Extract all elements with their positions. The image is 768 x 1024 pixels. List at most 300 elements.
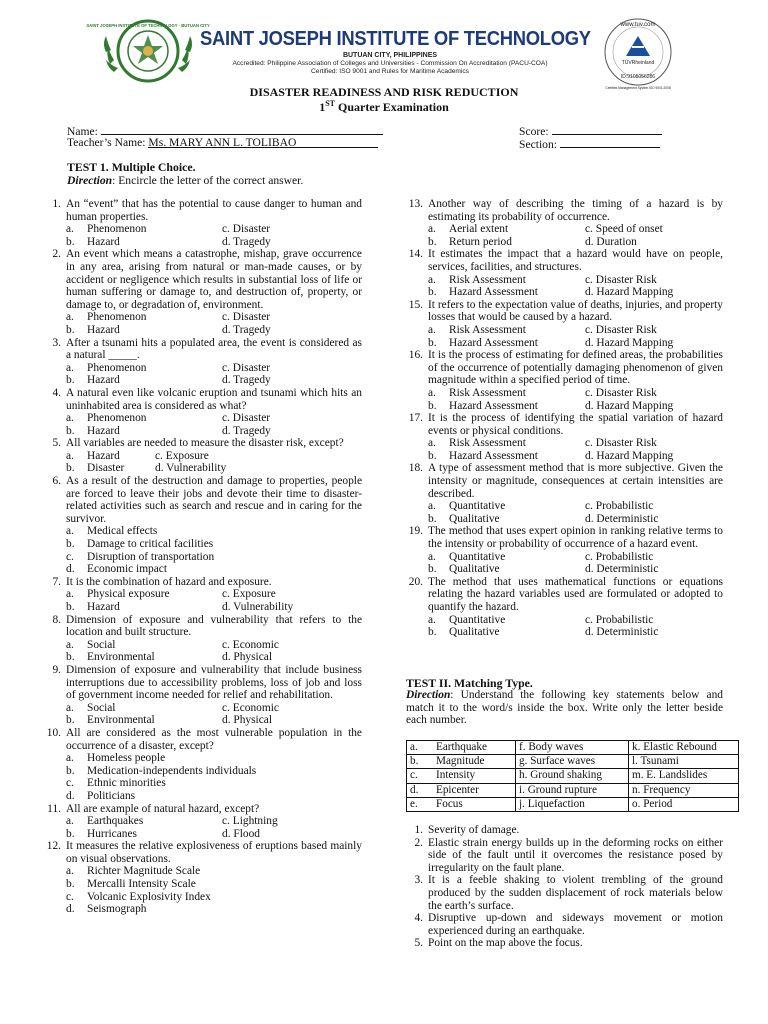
option-choice[interactable]: Disruption of transportation xyxy=(87,550,215,563)
option-row xyxy=(66,462,362,475)
matching-letter: a. xyxy=(410,741,418,754)
option-letter[interactable]: b. xyxy=(428,399,437,412)
matching-cell: n. Frequency xyxy=(629,783,739,797)
option-choice[interactable]: d. Deterministic xyxy=(585,626,659,639)
option-choice[interactable]: d. Flood xyxy=(222,827,260,840)
option-row xyxy=(66,903,362,916)
option-letter[interactable]: b. xyxy=(66,538,75,551)
answer-options xyxy=(66,412,362,437)
question-number: 14. xyxy=(408,248,423,261)
option-choice[interactable]: Volcanic Explosivity Index xyxy=(87,890,211,903)
school-location: BUTUAN CITY, PHILIPPINES xyxy=(342,52,438,59)
option-choice[interactable]: d. Hazard Mapping xyxy=(585,286,674,299)
tuv-certification-logo xyxy=(598,16,678,92)
option-letter[interactable]: d. xyxy=(66,563,75,576)
certification-line: Certified: ISO 9001 and Rules for Maritime Academics xyxy=(311,68,469,75)
option-row xyxy=(66,865,362,878)
option-letter[interactable]: b. xyxy=(66,235,75,248)
option-choice[interactable]: Hazard Assessment xyxy=(449,449,538,462)
option-choice[interactable]: Quantitative xyxy=(449,613,506,626)
option-choice[interactable]: c. Disaster Risk xyxy=(585,437,657,450)
school-seal-logo xyxy=(86,16,210,86)
option-row xyxy=(66,563,362,576)
questions-left-column xyxy=(41,198,362,916)
matching-cell: k. Elastic Rebound xyxy=(629,741,739,755)
option-choice[interactable]: Qualitative xyxy=(449,626,500,639)
name-label: Name: xyxy=(67,125,98,138)
option-choice[interactable]: d. Tragedy xyxy=(222,323,271,336)
option-row xyxy=(66,374,362,387)
option-choice[interactable]: d. Vulnerability xyxy=(222,601,294,613)
test2-direction-label: Direction xyxy=(406,689,451,701)
option-letter[interactable]: a. xyxy=(428,437,436,450)
matching-cell: f. Body waves xyxy=(516,741,629,755)
option-choice[interactable]: d. Vulnerability xyxy=(155,462,227,475)
option-row xyxy=(428,450,723,463)
option-row xyxy=(428,614,723,627)
option-row xyxy=(66,815,362,828)
teacher-label: Teacher’s Name: xyxy=(67,136,146,149)
option-row xyxy=(66,324,362,337)
option-choice[interactable]: c. Exposure xyxy=(155,449,209,462)
matching-cell: j. Liquefaction xyxy=(516,797,629,811)
option-choice[interactable]: Physical exposure xyxy=(87,588,170,601)
question-text: It measures the relative explosiveness of eruptions based mainly on visual observations. xyxy=(66,840,362,865)
answer-options xyxy=(428,614,723,639)
option-letter[interactable]: b. xyxy=(66,714,75,727)
matching-cell xyxy=(407,783,516,797)
question-item xyxy=(41,727,362,803)
option-choice[interactable]: c. Disaster xyxy=(222,412,271,425)
question-text: All variables are needed to measure the disaster risk, except? xyxy=(66,437,344,450)
matching-statement xyxy=(403,824,723,837)
test1-direction-text: : Encircle the letter of the correct answer. xyxy=(112,174,304,187)
option-letter[interactable]: b. xyxy=(66,374,75,387)
option-letter[interactable]: a. xyxy=(428,550,436,563)
question-text: After a tsunami hits a populated area, the event is considered as a natural _____. xyxy=(66,336,362,362)
question-text: All are considered as the most vulnerable population in the occurrence of a disaster, except? xyxy=(66,726,362,752)
option-letter[interactable]: b. xyxy=(66,827,75,840)
test1-direction xyxy=(67,174,303,187)
name-field[interactable] xyxy=(101,123,383,135)
question-number: 19. xyxy=(408,525,423,538)
school-header xyxy=(86,14,686,90)
option-letter[interactable]: c. xyxy=(66,777,74,790)
option-choice[interactable]: c. Probabilistic xyxy=(585,613,654,626)
option-choice[interactable]: Hazard xyxy=(87,424,120,437)
option-letter[interactable]: b. xyxy=(428,449,437,462)
option-choice[interactable]: d. Tragedy xyxy=(222,424,271,437)
option-row xyxy=(66,525,362,538)
tuv-id: ID:9105056286 xyxy=(620,74,656,80)
option-choice[interactable]: Hazard xyxy=(87,449,120,462)
question-text: Another way of describing the timing of a hazard is by estimating its probability of occurrence. xyxy=(428,198,723,223)
questions-right-column xyxy=(403,198,723,639)
tuv-url: www.tuv.com xyxy=(620,22,656,28)
option-choice[interactable]: Politicians xyxy=(87,789,136,802)
option-row xyxy=(428,236,723,249)
option-choice[interactable]: Hazard xyxy=(87,323,120,336)
option-choice[interactable]: Hazard xyxy=(87,601,120,613)
matching-statement xyxy=(403,837,723,875)
question-item xyxy=(41,198,362,248)
exam-subject: DISASTER READINESS AND RISK REDUCTION xyxy=(249,85,519,99)
matching-row xyxy=(407,797,739,811)
test2-direction-text: : Understand the following key statements below and match it to the word/s inside the box. Write only the letter beside each number. xyxy=(406,689,723,727)
answer-options xyxy=(428,324,723,349)
option-choice[interactable]: c. Exposure xyxy=(222,588,276,601)
option-choice[interactable]: Hurricanes xyxy=(87,827,137,840)
quarter-label: Quarter Examination xyxy=(335,100,449,114)
question-item xyxy=(403,525,723,575)
option-letter[interactable]: a. xyxy=(428,223,436,236)
question-number: 15. xyxy=(408,298,423,311)
option-row xyxy=(66,601,362,614)
option-choice[interactable]: d. Hazard Mapping xyxy=(585,399,674,412)
option-letter[interactable]: b. xyxy=(66,462,75,475)
option-row xyxy=(66,891,362,904)
option-choice[interactable]: Medical effects xyxy=(87,525,158,538)
answer-options xyxy=(428,274,723,299)
option-letter[interactable]: d. xyxy=(66,903,75,916)
option-row xyxy=(66,362,362,375)
test2-direction xyxy=(406,689,723,727)
option-choice[interactable]: Hazard xyxy=(87,374,120,387)
answer-options xyxy=(66,815,362,840)
option-row xyxy=(428,563,723,576)
option-choice[interactable]: c. Disaster xyxy=(222,361,271,374)
option-choice[interactable]: Risk Assessment xyxy=(449,273,526,286)
matching-cell: m. E. Landslides xyxy=(629,769,739,783)
option-row xyxy=(66,878,362,891)
matching-letter: b. xyxy=(410,755,419,768)
option-choice[interactable]: Damage to critical facilities xyxy=(87,538,214,551)
option-choice[interactable]: d. Tragedy xyxy=(222,235,271,248)
seal-text: SAINT JOSEPH INSTITUTE OF TECHNOLOGY · BUTUAN CITY xyxy=(86,23,210,28)
option-row xyxy=(66,639,362,652)
option-row xyxy=(66,425,362,438)
matching-cell: h. Ground shaking xyxy=(516,769,629,783)
option-choice[interactable]: Risk Assessment xyxy=(449,386,526,399)
option-row xyxy=(428,337,723,350)
question-number: 6. xyxy=(52,475,61,488)
option-choice[interactable]: Environmental xyxy=(87,651,155,664)
question-number: 18. xyxy=(408,462,423,475)
question-text: A natural even like volcanic eruption and tsunami which hits an uninhabited area is considered as what? xyxy=(66,386,362,412)
option-choice[interactable]: c. Lightning xyxy=(222,815,278,828)
option-letter[interactable]: a. xyxy=(66,223,74,236)
option-letter[interactable]: a. xyxy=(66,638,74,651)
option-choice[interactable]: Richter Magnitude Scale xyxy=(87,865,201,878)
question-text: All are example of natural hazard, except? xyxy=(66,802,260,815)
option-row xyxy=(428,387,723,400)
answer-options xyxy=(66,362,362,387)
option-choice[interactable]: d. Physical xyxy=(222,714,272,727)
option-row xyxy=(66,450,362,463)
matching-cell: i. Ground rupture xyxy=(516,783,629,797)
option-choice[interactable]: Seismograph xyxy=(87,903,147,916)
option-letter[interactable]: a. xyxy=(66,588,74,601)
option-choice[interactable]: d. Physical xyxy=(222,651,272,664)
matching-statement xyxy=(403,937,723,950)
question-item xyxy=(41,614,362,664)
option-choice[interactable]: d. Deterministic xyxy=(585,563,659,576)
option-choice[interactable]: c. Probabilistic xyxy=(585,500,654,513)
option-choice[interactable]: c. Disaster xyxy=(222,223,271,236)
option-choice[interactable]: Phenomenon xyxy=(87,361,147,374)
question-text: It estimates the impact that a hazard would have on people, services, facilities, and structures. xyxy=(428,248,723,273)
question-text: Dimension of exposure and vulnerability that include business interruptions due to accessibility problems, loss of job and loss of government income needed for relief and rehabilitation. xyxy=(66,663,362,702)
option-choice[interactable]: Social xyxy=(87,638,116,651)
option-letter[interactable]: a. xyxy=(66,412,74,425)
option-choice[interactable]: Environmental xyxy=(87,714,155,727)
option-letter[interactable]: b. xyxy=(428,563,437,576)
option-choice[interactable]: Ethnic minorities xyxy=(87,777,166,790)
question-item xyxy=(403,349,723,412)
option-letter[interactable]: b. xyxy=(66,424,75,437)
option-choice[interactable]: c. Speed of onset xyxy=(585,223,663,236)
matching-row xyxy=(407,755,739,769)
answer-options xyxy=(66,865,362,915)
option-letter[interactable]: b. xyxy=(428,626,437,639)
matching-letter: e. xyxy=(410,797,418,810)
matching-term: Focus xyxy=(436,797,463,810)
question-item xyxy=(403,462,723,525)
option-letter[interactable]: b. xyxy=(66,764,75,777)
question-text: An “event” that has the potential to cause danger to human and human properties. xyxy=(66,198,362,223)
tuv-caption: Certified Management System ISO 9001:2008 xyxy=(605,86,671,90)
matching-statement xyxy=(403,874,723,912)
option-row xyxy=(66,412,362,425)
matching-cell: o. Period xyxy=(629,797,739,811)
option-letter[interactable]: a. xyxy=(66,701,74,714)
option-row xyxy=(428,626,723,639)
option-choice[interactable]: Hazard Assessment xyxy=(449,286,538,299)
question-number: 17. xyxy=(408,412,423,425)
teacher-name: Ms. MARY ANN L. TOLIBAO xyxy=(148,136,378,148)
option-row xyxy=(428,513,723,526)
statement-number: 2. xyxy=(414,836,423,849)
option-choice[interactable]: Earthquakes xyxy=(87,815,144,828)
option-letter[interactable]: a. xyxy=(66,361,74,374)
matching-cell: l. Tsunami xyxy=(629,755,739,769)
option-choice[interactable]: Quantitative xyxy=(449,550,506,563)
matching-statements xyxy=(403,824,723,950)
question-item xyxy=(403,198,723,248)
question-number: 1. xyxy=(52,198,61,210)
question-number: 7. xyxy=(52,575,61,588)
matching-cell: g. Surface waves xyxy=(516,755,629,769)
question-text: It refers to the expectation value of deaths, injuries, and property losses that would be caused by a hazard. xyxy=(428,298,723,324)
question-number: 2. xyxy=(52,248,61,261)
option-choice[interactable]: Social xyxy=(87,701,116,714)
question-text: An event which means a catastrophe, mishap, grave occurrence in any area, arising from natural or man-made causes, or by accident or negligence which results in substantial loss of life or human suffering or damage to, and destruction of, property, or damage to, or degradation of, environment. xyxy=(66,248,362,311)
option-letter[interactable]: b. xyxy=(428,336,437,349)
question-number: 10. xyxy=(46,726,61,739)
option-letter[interactable]: a. xyxy=(428,500,436,513)
answer-options xyxy=(66,639,362,664)
question-item xyxy=(403,248,723,298)
option-letter[interactable]: a. xyxy=(428,323,436,336)
question-item xyxy=(41,664,362,727)
option-choice[interactable]: d. Deterministic xyxy=(585,512,659,525)
option-choice[interactable]: Hazard Assessment xyxy=(449,336,538,349)
section-field[interactable] xyxy=(560,136,660,148)
option-row xyxy=(66,790,362,803)
option-letter[interactable]: a. xyxy=(66,311,74,324)
question-text: As a result of the destruction and damage to properties, people are forced to leave their jobs and devote their time to disaster-related activities such as search and rescue and in caring for the survivor. xyxy=(66,475,362,525)
question-text: The method that uses mathematical functions or equations relating the hazard variables used are formulated or adopted to quantify the hazard. xyxy=(428,575,723,613)
question-item xyxy=(41,337,362,387)
option-row xyxy=(428,286,723,299)
option-choice[interactable]: Quantitative xyxy=(449,500,506,513)
statement-number: 1. xyxy=(414,824,423,836)
option-choice[interactable]: c. Disaster Risk xyxy=(585,323,657,336)
question-text: It is the process of identifying the spatial variation of hazard events or physical conditions. xyxy=(428,412,723,437)
option-choice[interactable]: Phenomenon xyxy=(87,223,147,236)
option-row xyxy=(428,324,723,337)
matching-term: Magnitude xyxy=(436,755,485,768)
option-choice[interactable]: Economic impact xyxy=(87,563,168,576)
option-letter[interactable]: d. xyxy=(66,789,75,802)
matching-term: Intensity xyxy=(436,769,476,782)
matching-cell xyxy=(407,797,516,811)
option-row xyxy=(66,311,362,324)
option-letter[interactable]: b. xyxy=(66,323,75,336)
answer-options xyxy=(66,450,362,475)
teacher-row xyxy=(67,136,378,149)
option-choice[interactable]: c. Economic xyxy=(222,638,279,651)
option-row xyxy=(66,765,362,778)
matching-term: Earthquake xyxy=(436,741,487,754)
answer-options xyxy=(66,311,362,336)
matching-word-box xyxy=(406,740,739,812)
question-number: 3. xyxy=(52,336,61,349)
question-text: Dimension of exposure and vulnerability that refers to the location and built structure. xyxy=(66,613,362,639)
option-letter[interactable]: a. xyxy=(66,525,74,538)
option-choice[interactable]: Disaster xyxy=(87,462,125,475)
option-choice[interactable]: c. Economic xyxy=(222,701,279,714)
matching-cell xyxy=(407,741,516,755)
option-letter[interactable]: c. xyxy=(66,550,74,563)
option-letter[interactable]: a. xyxy=(66,865,74,878)
option-letter[interactable]: b. xyxy=(428,512,437,525)
option-letter[interactable]: a. xyxy=(428,613,436,626)
option-choice[interactable]: Hazard xyxy=(87,235,120,248)
answer-options xyxy=(66,702,362,727)
option-choice[interactable]: Medication-independents individuals xyxy=(87,764,257,777)
matching-row xyxy=(407,769,739,783)
question-text: The method that uses expert opinion in ranking relative terms to the intensity or probability of occurrence of a hazard event. xyxy=(428,525,723,551)
matching-letter: d. xyxy=(410,783,419,796)
answer-options xyxy=(428,500,723,525)
answer-options xyxy=(66,588,362,613)
option-row xyxy=(428,500,723,513)
matching-statement xyxy=(403,912,723,937)
statement-text: It is a feeble shaking to violent trembling of the ground produced by the sudden displacement of rock materials below the earth’s surface. xyxy=(428,874,723,912)
option-choice[interactable]: Return period xyxy=(449,235,512,248)
option-choice[interactable]: d. Duration xyxy=(585,235,637,248)
tuv-brand: TÜVRheinland xyxy=(621,60,655,66)
option-letter[interactable]: a. xyxy=(428,386,436,399)
matching-term: Epicenter xyxy=(436,783,479,796)
option-choice[interactable]: Phenomenon xyxy=(87,412,147,425)
option-letter[interactable]: b. xyxy=(428,286,437,299)
option-choice[interactable]: c. Disaster Risk xyxy=(585,273,657,286)
option-letter[interactable]: a. xyxy=(428,273,436,286)
option-row xyxy=(66,588,362,601)
matching-cell xyxy=(407,769,516,783)
option-letter[interactable]: b. xyxy=(66,878,75,891)
answer-options xyxy=(66,752,362,802)
test2-title: TEST II. Matching Type. xyxy=(406,676,533,690)
option-choice[interactable]: Phenomenon xyxy=(87,311,147,324)
option-letter[interactable]: c. xyxy=(66,890,74,903)
question-number: 8. xyxy=(52,613,61,626)
option-choice[interactable]: Mercalli Intensity Scale xyxy=(87,878,196,891)
option-letter[interactable]: b. xyxy=(428,235,437,248)
option-row xyxy=(66,551,362,564)
option-choice[interactable]: Risk Assessment xyxy=(449,437,526,450)
matching-row xyxy=(407,741,739,755)
question-item xyxy=(403,412,723,462)
option-choice[interactable]: d. Hazard Mapping xyxy=(585,336,674,349)
statement-text: Elastic strain energy builds up in the deforming rocks on either side of the fault until it overcomes the resistance posed by irregularity on the fault plane. xyxy=(428,836,723,874)
answer-options xyxy=(428,551,723,576)
question-item xyxy=(41,840,362,916)
school-address-block xyxy=(200,52,580,76)
question-number: 4. xyxy=(52,386,61,399)
option-choice[interactable]: Risk Assessment xyxy=(449,323,526,336)
option-choice[interactable]: Qualitative xyxy=(449,563,500,576)
answer-options xyxy=(428,387,723,412)
option-letter[interactable]: a. xyxy=(66,815,74,828)
option-choice[interactable]: d. Hazard Mapping xyxy=(585,449,674,462)
statement-text: Severity of damage. xyxy=(428,824,520,836)
question-item xyxy=(403,299,723,349)
option-row xyxy=(66,538,362,551)
option-choice[interactable]: c. Disaster Risk xyxy=(585,386,657,399)
option-choice[interactable]: c. Disaster xyxy=(222,311,271,324)
option-row xyxy=(66,752,362,765)
option-choice[interactable]: Aerial extent xyxy=(449,223,509,236)
score-field[interactable] xyxy=(552,123,662,135)
quarter-number: 1 xyxy=(319,100,326,114)
option-choice[interactable]: Qualitative xyxy=(449,512,500,525)
matching-letter: c. xyxy=(410,769,418,782)
school-name: SAINT JOSEPH INSTITUTE OF TECHNOLOGY xyxy=(200,28,591,50)
option-row xyxy=(66,702,362,715)
option-choice[interactable]: d. Tragedy xyxy=(222,374,271,387)
question-item xyxy=(41,248,362,336)
question-item xyxy=(41,576,362,614)
option-row xyxy=(428,551,723,564)
question-number: 5. xyxy=(52,437,61,450)
answer-options xyxy=(66,223,362,248)
option-letter[interactable]: b. xyxy=(66,651,75,664)
option-choice[interactable]: Homeless people xyxy=(87,752,166,765)
option-letter[interactable]: a. xyxy=(66,752,74,765)
option-row xyxy=(66,777,362,790)
option-choice[interactable]: Hazard Assessment xyxy=(449,399,538,412)
option-choice[interactable]: c. Probabilistic xyxy=(585,550,654,563)
option-letter[interactable]: a. xyxy=(66,449,74,462)
question-number: 12. xyxy=(46,840,61,853)
option-row xyxy=(428,400,723,413)
option-letter[interactable]: b. xyxy=(66,601,75,613)
option-row xyxy=(66,236,362,249)
option-row xyxy=(66,828,362,841)
